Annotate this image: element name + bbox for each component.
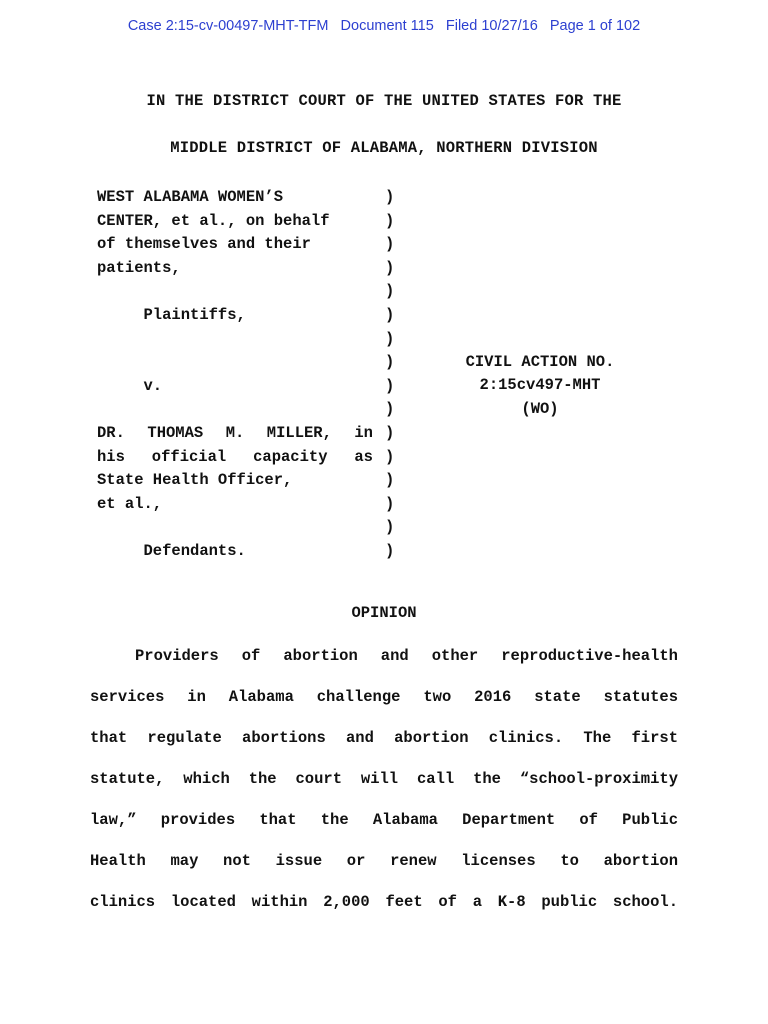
caption-line [97, 280, 387, 304]
body-line: services in Alabama challenge two 2016 state statutes [90, 688, 678, 706]
caption-paren: ) [385, 353, 395, 372]
document-number: Document 115 [340, 18, 434, 34]
caption-paren: ) [385, 400, 395, 419]
caption-line: State Health Officer, [97, 471, 293, 490]
page-number: Page 1 of 102 [549, 18, 641, 34]
caption-paren-column [385, 186, 394, 564]
caption-line [97, 516, 387, 540]
filed-date: Filed 10/27/16 [445, 18, 538, 34]
caption-line: of themselves and their [97, 235, 311, 254]
caption-line [97, 328, 387, 352]
court-title-line-1: IN THE DISTRICT COURT OF THE UNITED STATES FOR THE [146, 92, 622, 110]
body-line: statute, which the court will call the “school-proximity [90, 770, 678, 788]
caption-line: v. [97, 376, 163, 395]
caption-paren: ) [385, 329, 395, 348]
opinion-body [90, 643, 678, 930]
caption-paren: ) [385, 494, 395, 513]
civil-action-wo: (WO) [521, 399, 559, 418]
caption-paren: ) [385, 188, 395, 206]
caption-paren: ) [385, 258, 395, 277]
body-line: that regulate abortions and abortion clinics. The first [90, 729, 678, 747]
caption-paren: ) [385, 541, 395, 560]
civil-action-block [400, 351, 680, 421]
caption-paren: ) [385, 235, 395, 254]
caption-line: patients, [97, 258, 181, 277]
caption-line [97, 351, 387, 375]
caption-line: Defendants. [97, 541, 246, 560]
body-line: law,” provides that the Alabama Department of Public [90, 811, 678, 829]
court-title-line-2: MIDDLE DISTRICT OF ALABAMA, NORTHERN DIVISION [170, 139, 598, 157]
caption-line: Plaintiffs, [97, 305, 246, 324]
caption-paren: ) [385, 471, 395, 490]
case-caption-parties [97, 186, 387, 564]
case-header-stamp [0, 18, 768, 34]
caption-line [97, 398, 387, 422]
caption-line: DR. THOMAS M. MILLER, in [97, 423, 373, 442]
civil-action-label: CIVIL ACTION NO. [465, 353, 615, 371]
caption-line: WEST ALABAMA WOMEN’S [97, 188, 284, 206]
caption-line: CENTER, et al., on behalf [97, 211, 330, 230]
caption-paren: ) [385, 211, 395, 230]
body-line: clinics located within 2,000 feet of a K-8 public school. [90, 893, 678, 911]
caption-paren: ) [385, 305, 395, 324]
caption-paren: ) [385, 447, 395, 466]
body-line: Health may not issue or renew licenses to abortion [90, 852, 678, 870]
body-line: Providers of abortion and other reproductive-health [135, 647, 678, 665]
caption-paren: ) [385, 376, 395, 395]
caption-line: et al., [97, 494, 163, 513]
case-number: Case 2:15-cv-00497-MHT-TFM [127, 18, 329, 34]
caption-paren: ) [385, 518, 395, 537]
opinion-title: OPINION [351, 604, 417, 622]
caption-line: his official capacity as [97, 447, 373, 466]
civil-action-number: 2:15cv497-MHT [479, 376, 601, 395]
caption-paren: ) [385, 423, 395, 442]
caption-paren: ) [385, 282, 395, 301]
